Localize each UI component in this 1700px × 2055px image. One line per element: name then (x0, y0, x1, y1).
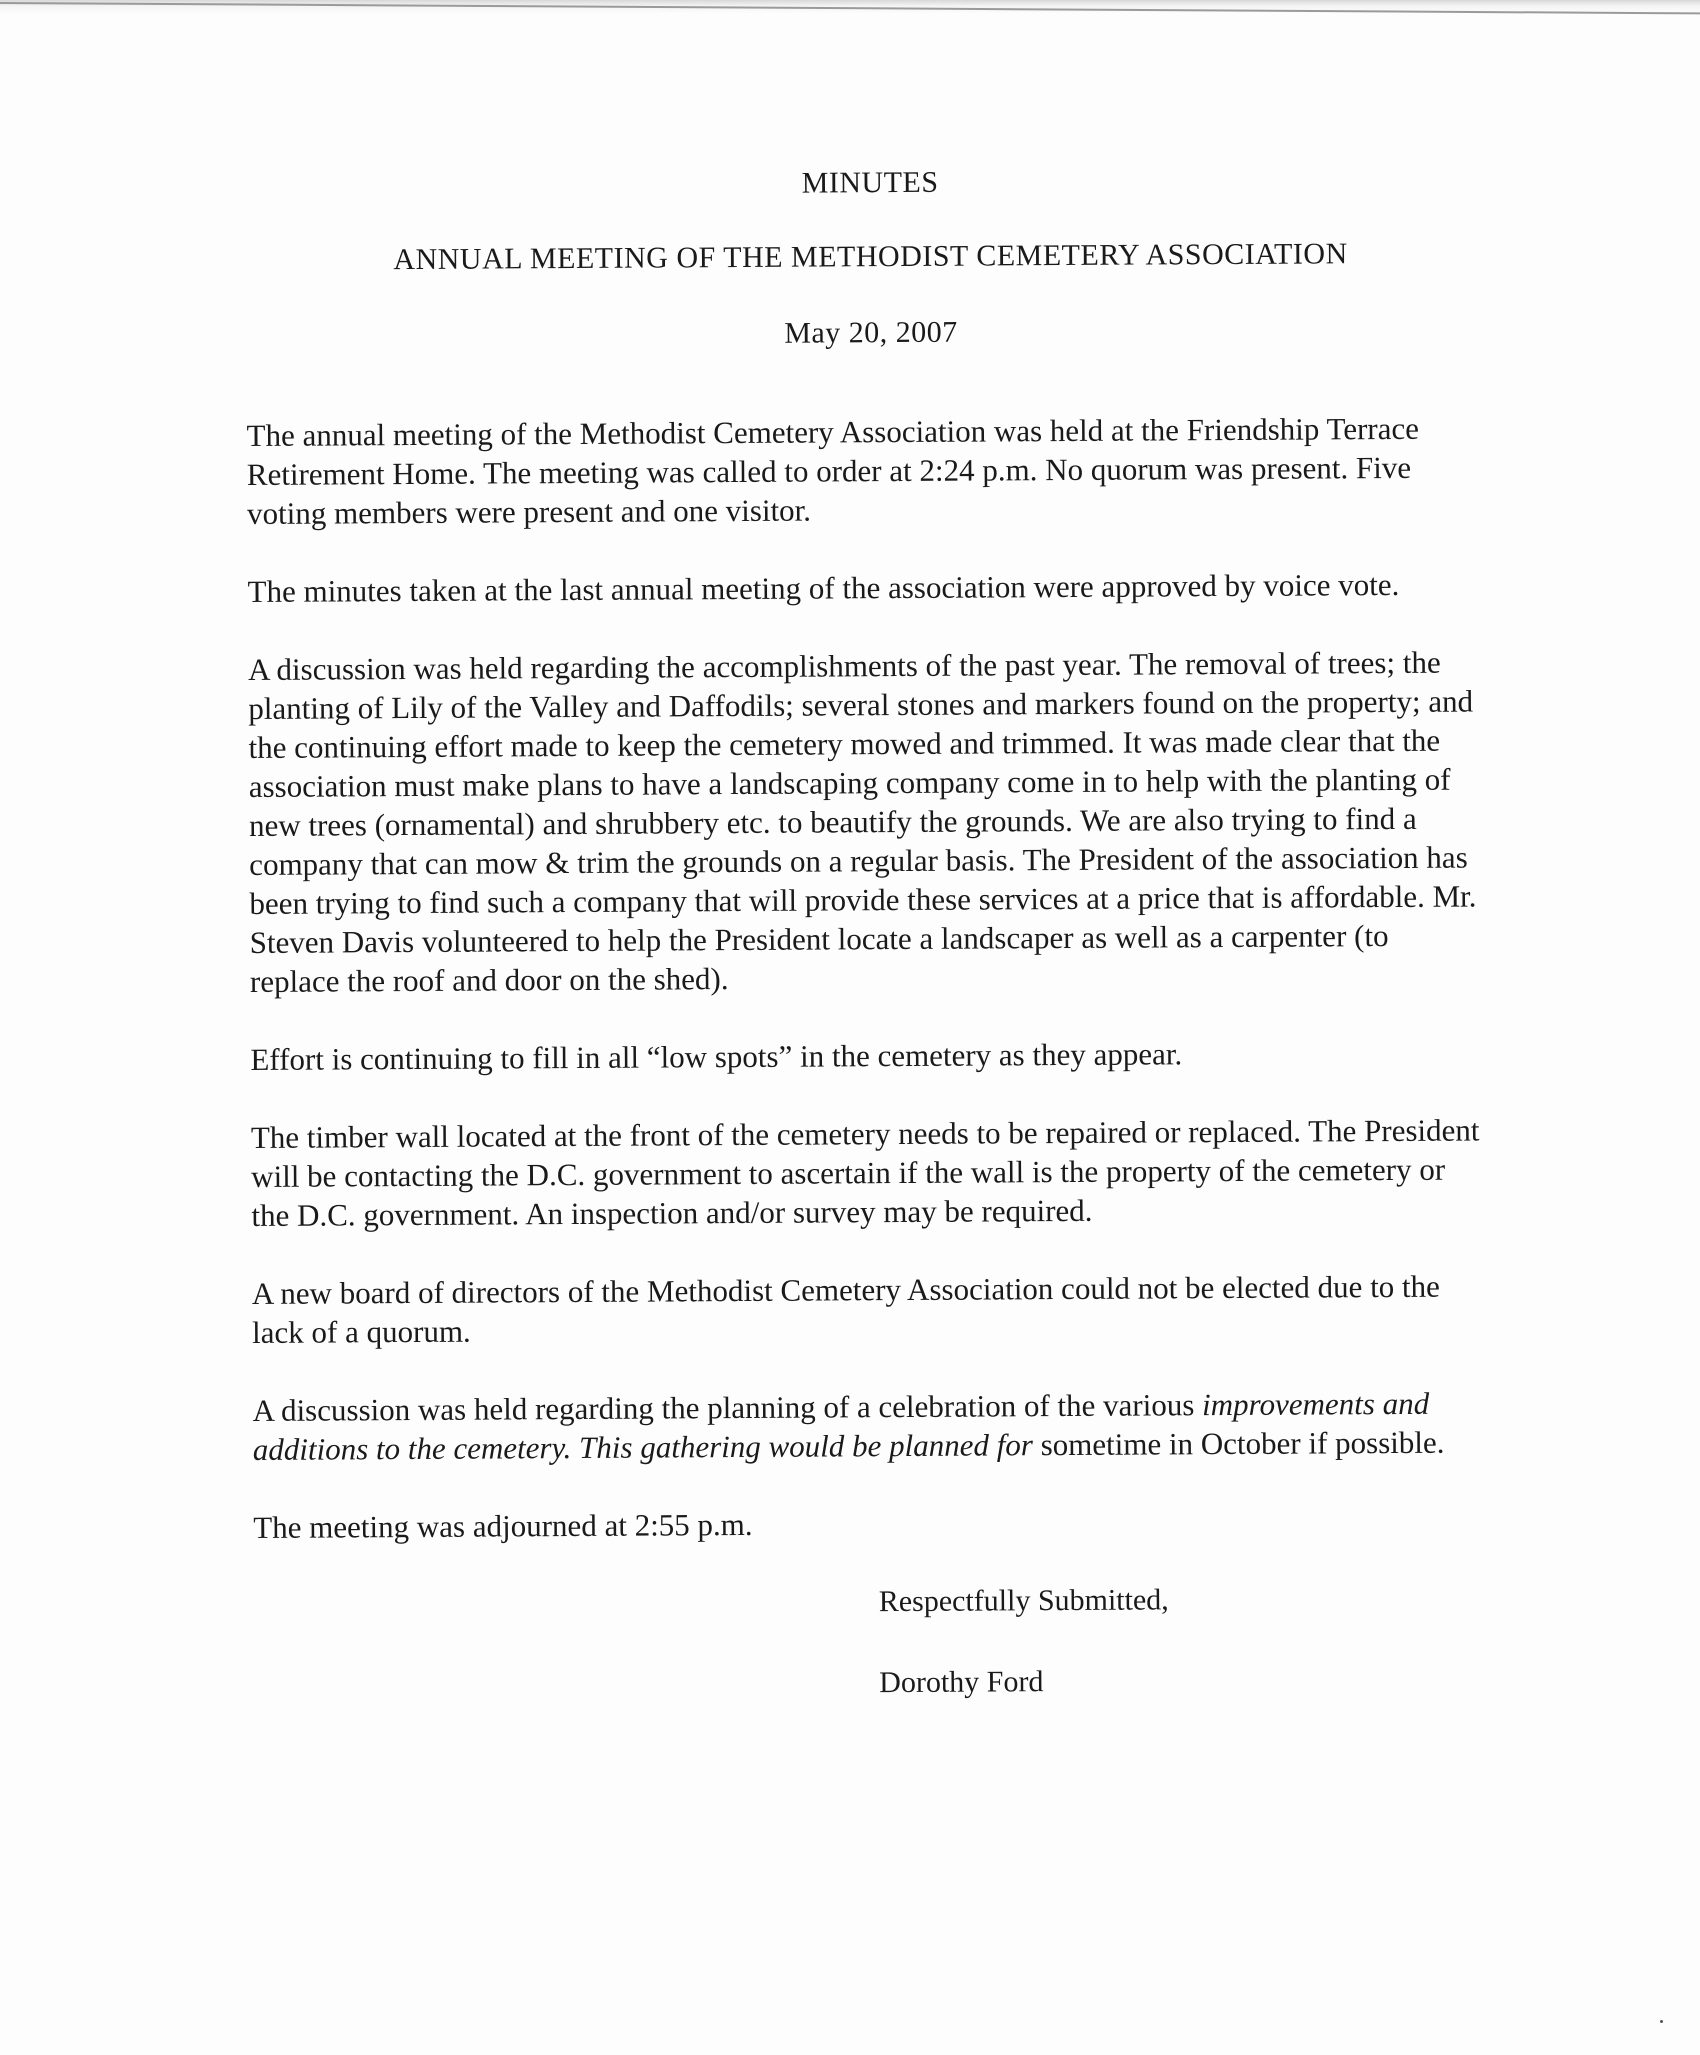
signer-name: Dorothy Ford (879, 1665, 1044, 1700)
minutes-body (247, 408, 1484, 1546)
meeting-date: May 20, 2007 (784, 315, 958, 350)
celebration-lead: A discussion was held regarding the planning of a celebration of the various (252, 1387, 1203, 1428)
signature-block (879, 1578, 1485, 1702)
paragraph-timber-wall: The timber wall located at the front of the cemetery needs to be repaired or replaced. The President will be contacting the D.C. government to ascertain if the wall is the property of the cemetery or the D.C. government. An inspection and/or survey may be required. (250, 1112, 1480, 1233)
paragraph-adjourned: The meeting was adjourned at 2:55 p.m. (253, 1506, 753, 1545)
scan-speck (1660, 2020, 1663, 2023)
document-subtitle: ANNUAL MEETING OF THE METHODIST CEMETERY ASSOCIATION (393, 237, 1348, 277)
celebration-italic: improvements and additions to the cemetery. This gathering would be planned for (252, 1385, 1430, 1467)
document-title: MINUTES (801, 165, 939, 200)
document-content (245, 162, 1484, 1705)
paragraph-board-election: A new board of directors of the Methodist Cemetery Association could not be elected due to the lack of a quorum. (251, 1268, 1440, 1350)
celebration-tail: sometime in October if possible. (1032, 1424, 1445, 1463)
paragraph-celebration (252, 1383, 1482, 1469)
paragraph-minutes-approval: The minutes taken at the last annual meeting of the association were approved by voice vote. (247, 566, 1400, 609)
paragraph-low-spots: Effort is continuing to fill in all “low spots” in the cemetery as they appear. (250, 1036, 1183, 1077)
paragraph-accomplishments: A discussion was held regarding the accomplishments of the past year. The removal of trees; the planting of Lily of the Valley and Daffodils; several stones and markers found on the property; and the continuing effort made to keep the cemetery mowed and trimmed. It was made clear that the association must make plans to have a landscaping company come in to help with the planting of new trees (ornamental) and shrubbery etc. to beautify the grounds. We are also trying to find a company that can mow & trim the grounds on a regular basis. The President of the association has been trying to find such a company that will provide these services at a price that is affordable. Mr. Steven Davis volunteered to help the President locate a landscaper as well as a carpenter (to replace the roof and door on the shed). (247, 644, 1477, 999)
closing-line: Respectfully Submitted, (878, 1583, 1169, 1619)
paragraph-meeting-opening: The annual meeting of the Methodist Cemetery Association was held at the Friendship Terrace Retirement Home. The meeting was called to order at 2:24 p.m. No quorum was present. Five voting members were present and one visitor. (246, 410, 1420, 531)
